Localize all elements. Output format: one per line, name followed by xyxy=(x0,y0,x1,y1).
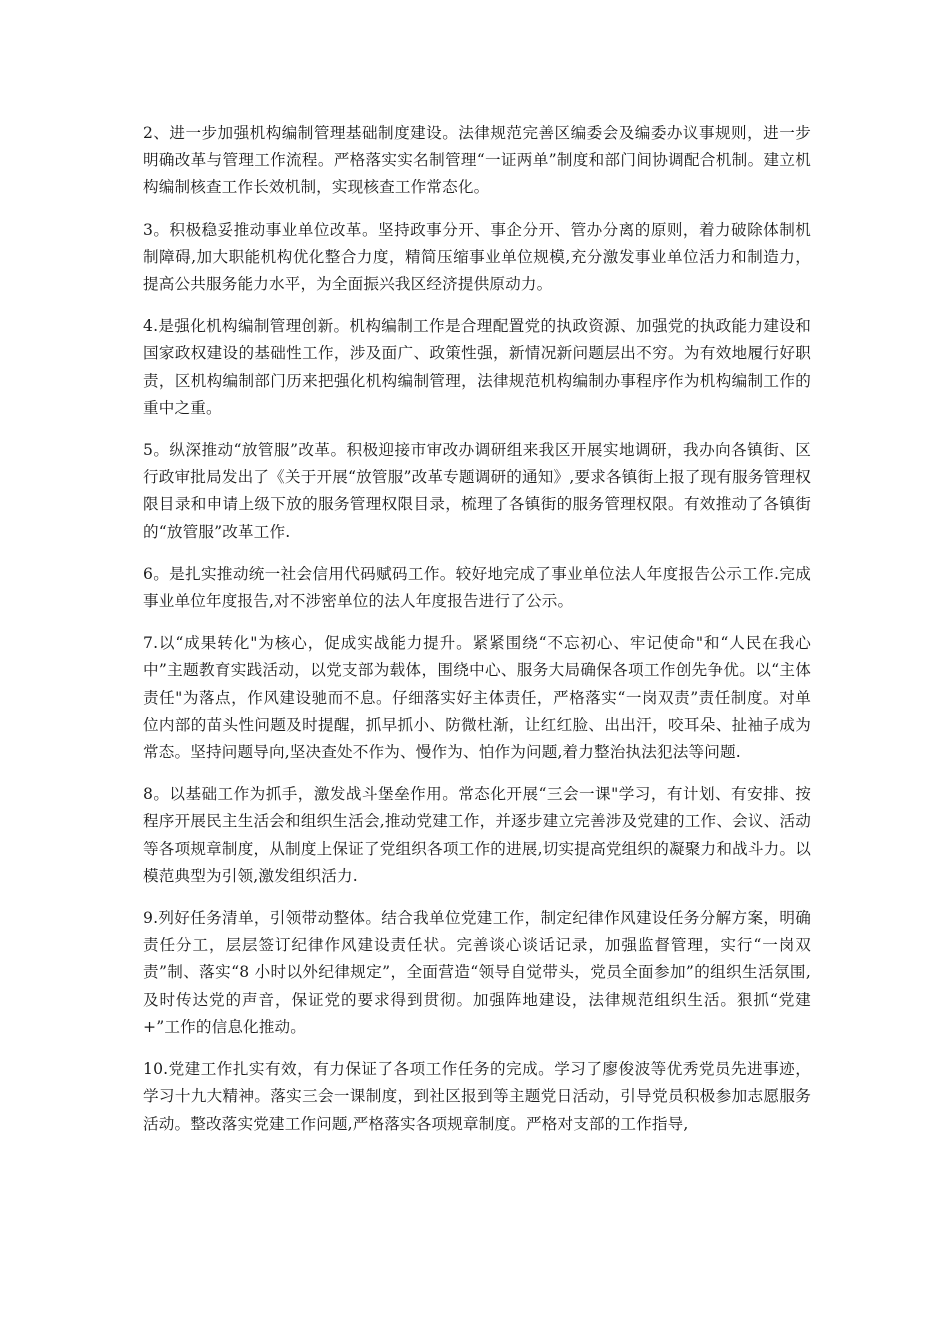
document-body xyxy=(143,120,811,1153)
paragraph-8: 8。以基础工作为抓手，激发战斗堡垒作用。常态化开展“三会一课"学习，有计划、有安排、按程序开展民主生活会和组织生活会,推动党建工作，并逐步建立完善涉及党建的工作、会议、活动等各项规章制度，从制度上保证了党组织各项工作的进展,切实提高党组织的凝聚力和战斗力。以模范典型为引领,激发组织活力. xyxy=(143,785,811,885)
paragraph-6: 6。是扎实推动统一社会信用代码赋码工作。较好地完成了事业单位法人年度报告公示工作.完成事业单位年度报告,对不涉密单位的法人年度报告进行了公示。 xyxy=(143,564,811,611)
paragraph-3: 3。积极稳妥推动事业单位改革。坚持政事分开、事企分开、管办分离的原则，着力破除体制机制障碍,加大职能机构优化整合力度，精简压缩事业单位规模,充分激发事业单位活力和制造力，提高公共服务能力水平，为全面振兴我区经济提供原动力。 xyxy=(143,220,811,294)
paragraph-10: 10.党建工作扎实有效，有力保证了各项工作任务的完成。学习了廖俊波等优秀党员先进事迹，学习十九大精神。落实三会一课制度，到社区报到等主题党日活动，引导党员积极参加志愿服务活动。整改落实党建工作问题,严格落实各项规章制度。严格对支部的工作指导, xyxy=(143,1060,811,1133)
paragraph-5: 5。纵深推动“放管服”改革。积极迎接市审改办调研组来我区开展实地调研，我办向各镇街、区行政审批局发出了《关于开展“放管服”改革专题调研的通知》,要求各镇街上报了现有服务管理权限目录和申请上级下放的服务管理权限目录，梳理了各镇街的服务管理权限。有效推动了各镇街的“放管服”改革工作. xyxy=(143,441,811,541)
paragraph-2: 2、进一步加强机构编制管理基础制度建设。法律规范完善区编委会及编委办议事规则，进一步明确改革与管理工作流程。严格落实实名制管理“一证两单”制度和部门间协调配合机制。建立机构编制核查工作长效机制，实现核查工作常态化。 xyxy=(143,124,811,197)
paragraph-9: 9.列好任务清单，引领带动整体。结合我单位党建工作，制定纪律作风建设任务分解方案，明确责任分工，层层签订纪律作风建设责任状。完善谈心谈话记录，加强监督管理，实行“一岗双责”制、落实“8 小时以外纪律规定”，全面营造“领导自觉带头，党员全面参加”的组织生活氛围,及时传达党的声音，保证党的要求得到贯彻。加强阵地建设，法律规范组织生活。狠抓“党建+”工作的信息化推动。 xyxy=(143,909,811,1036)
paragraph-7: 7.以“成果转化"为核心，促成实战能力提升。紧紧围绕“不忘初心、牢记使命"和“人民在我心中”主题教育实践活动，以党支部为载体，围绕中心、服务大局确保各项工作创先争优。以“主体责任"为落点，作风建设驰而不息。仔细落实好主体责任，严格落实“一岗双责”责任制度。对单位内部的苗头性问题及时提醒，抓早抓小、防微杜渐，让红红脸、出出汗，咬耳朵、扯袖子成为常态。坚持问题导向,坚决查处不作为、慢作为、怕作为问题,着力整治执法犯法等问题. xyxy=(143,634,811,762)
paragraph-4: 4.是强化机构编制管理创新。机构编制工作是合理配置党的执政资源、加强党的执政能力建设和国家政权建设的基础性工作，涉及面广、政策性强，新情况新问题层出不穷。为有效地履行好职责，区机构编制部门历来把强化机构编制管理，法律规范机构编制办事程序作为机构编制工作的重中之重。 xyxy=(143,317,811,417)
